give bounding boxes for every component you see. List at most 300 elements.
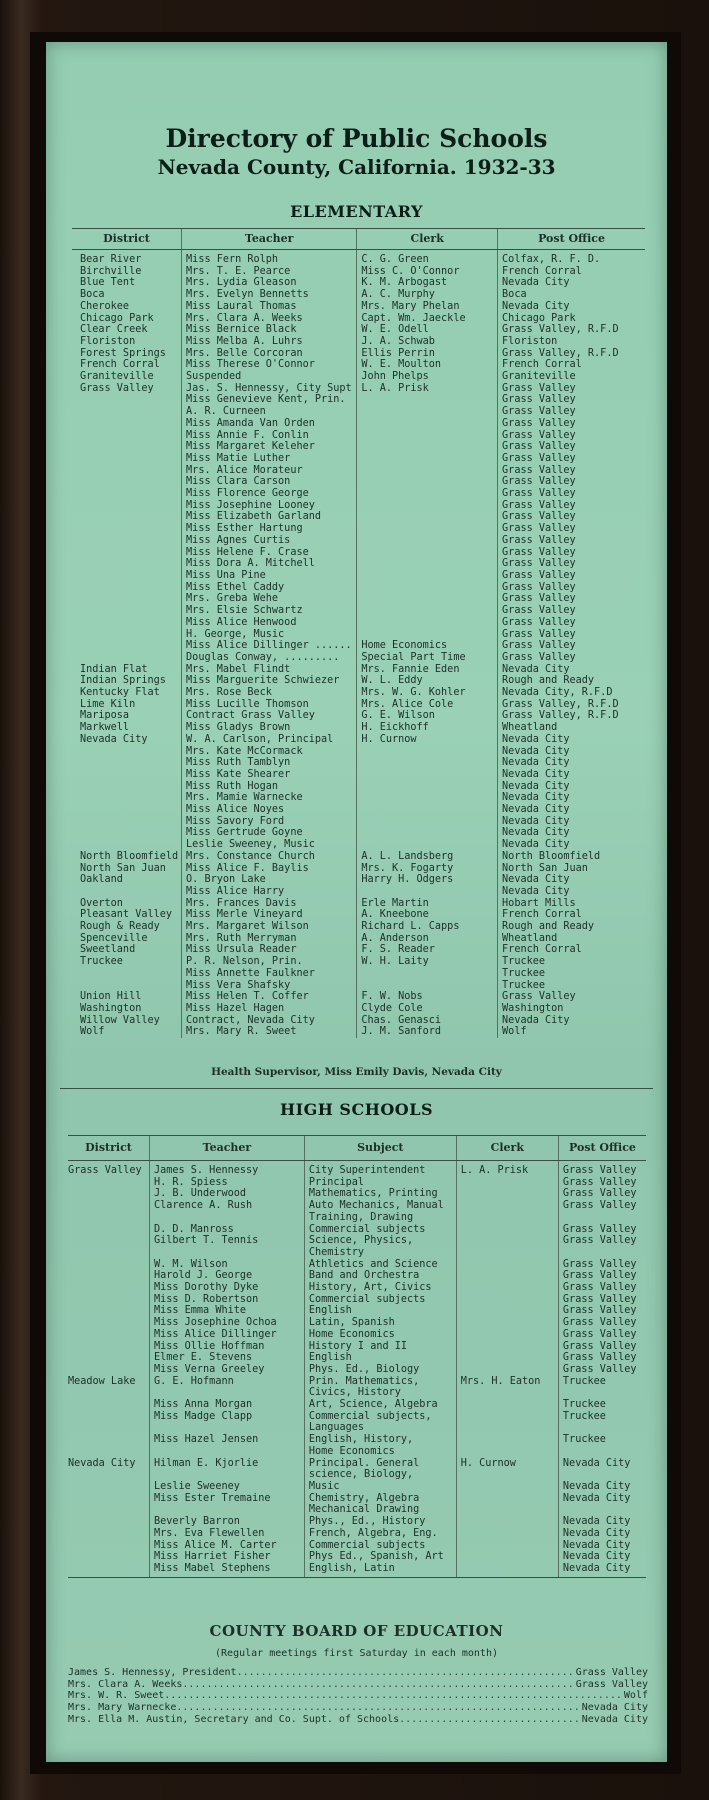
teacher-cell: Mrs. Lydia Gleason (182, 277, 357, 289)
column-header: Post Office (558, 1136, 646, 1161)
post-office-cell: Grass Valley (498, 617, 645, 629)
table-row (72, 476, 645, 488)
table-row (72, 301, 645, 313)
post-office-cell: Nevada City (558, 1481, 646, 1493)
table-row (68, 1504, 646, 1516)
post-office-cell: Grass Valley (558, 1282, 646, 1294)
clerk-cell: A. L. Landsberg (357, 851, 498, 863)
board-member-place: Nevada City (581, 1702, 648, 1714)
clerk-cell (357, 886, 498, 898)
teacher-cell: Mrs. Ruth Merryman (182, 933, 357, 945)
district-cell: Union Hill (80, 991, 142, 1003)
district-cell (72, 558, 182, 570)
table-row (72, 535, 645, 547)
teacher-cell: Miss Josephine Looney (182, 500, 357, 512)
teacher-cell: Miss Mabel Stephens (149, 1563, 304, 1577)
teacher-cell: Miss Matie Luther (182, 453, 357, 465)
teacher-cell: Miss Alice Harry (182, 886, 357, 898)
clerk-cell (357, 816, 498, 828)
teacher-cell: Miss Gladys Brown (182, 722, 357, 734)
teacher-cell: Gilbert T. Tennis (149, 1235, 304, 1247)
teacher-cell: Miss Alice Dillinger (149, 1329, 304, 1341)
table-row (72, 266, 645, 278)
board-member-row (68, 1714, 648, 1726)
teacher-cell: Miss Anna Morgan (149, 1399, 304, 1411)
post-office-cell (558, 1247, 646, 1259)
teacher-cell: Mrs. Greba Wehe (182, 593, 357, 605)
teacher-cell: Leslie Sweeney, Music (182, 839, 357, 851)
table-row (72, 722, 645, 734)
teacher-cell: Miss Ruth Hogan (182, 781, 357, 793)
district-cell (68, 1224, 149, 1236)
post-office-cell: Grass Valley (558, 1235, 646, 1247)
table-row (72, 250, 645, 266)
dot-leader (176, 1702, 581, 1714)
district-cell (68, 1212, 149, 1224)
post-office-cell: North San Juan (498, 863, 645, 875)
table-row (72, 1003, 645, 1015)
district-cell (72, 593, 182, 605)
table-row (72, 418, 645, 430)
teacher-cell: Miss Emma White (149, 1305, 304, 1317)
subject-cell: English (304, 1305, 456, 1317)
district-cell (72, 629, 182, 641)
district-cell (68, 1294, 149, 1306)
table-row (72, 617, 645, 629)
post-office-cell (558, 1422, 646, 1434)
teacher-cell: James S. Hennessy (149, 1161, 304, 1177)
post-office-cell: North Bloomfield (498, 851, 645, 863)
table-row (68, 1224, 646, 1236)
table-row (72, 757, 645, 769)
county-board-list (68, 1667, 648, 1726)
district-cell: Pleasant Valley (80, 909, 173, 921)
table-row (72, 921, 645, 933)
teacher-cell: Mrs. T. E. Pearce (182, 266, 357, 278)
table-row (68, 1551, 646, 1563)
district-cell (68, 1235, 149, 1247)
district-cell (68, 1551, 149, 1563)
page-subtitle: Nevada County, California. 1932-33 (157, 155, 556, 179)
post-office-cell: Grass Valley (498, 406, 645, 418)
table-row (68, 1161, 646, 1177)
district-cell: Forest Springs (80, 347, 166, 359)
clerk-cell (456, 1411, 558, 1423)
district-cell: Wolf (80, 1026, 105, 1038)
teacher-cell: Mrs. Mamie Warnecke (182, 792, 357, 804)
subject-cell: Languages (304, 1422, 456, 1434)
teacher-cell: Contract Grass Valley (182, 710, 357, 722)
subject-cell: English (304, 1352, 456, 1364)
teacher-cell: Miss Marguerite Schwiezer (182, 675, 357, 687)
post-office-cell: Grass Valley (558, 1352, 646, 1364)
clerk-cell (357, 792, 498, 804)
clerk-cell: Ellis Perrin (357, 348, 498, 360)
district-cell (72, 781, 182, 793)
post-office-cell: Nevada City (498, 792, 645, 804)
teacher-cell: Miss Ursula Reader (182, 944, 357, 956)
district-cell (72, 640, 182, 652)
post-office-cell: Nevada City (498, 277, 645, 289)
teacher-cell (149, 1212, 304, 1224)
clerk-cell (357, 523, 498, 535)
post-office-cell: Nevada City (558, 1528, 646, 1540)
table-row (72, 547, 645, 559)
clerk-cell (357, 968, 498, 980)
table-row (72, 289, 645, 301)
table-row (72, 394, 645, 406)
clerk-cell (456, 1434, 558, 1446)
subject-cell: Chemistry, Algebra (304, 1493, 456, 1505)
district-cell (72, 500, 182, 512)
post-office-cell: Truckee (558, 1376, 646, 1388)
subject-cell: Phys. Ed., Biology (304, 1364, 456, 1376)
subject-cell: Principal (304, 1177, 456, 1189)
district-cell (72, 652, 182, 664)
clerk-cell: K. M. Arbogast (357, 277, 498, 289)
table-row (72, 629, 645, 641)
subject-cell: Training, Drawing (304, 1212, 456, 1224)
post-office-cell: Nevada City (498, 757, 645, 769)
high-header-row (68, 1136, 646, 1161)
district-cell: Nevada City (80, 733, 148, 745)
clerk-cell: H. Curnow (456, 1458, 558, 1470)
teacher-cell: Elmer E. Stevens (149, 1352, 304, 1364)
district-cell (72, 839, 182, 851)
board-member-place: Nevada City (581, 1713, 648, 1725)
post-office-cell: Grass Valley (498, 570, 645, 582)
post-office-cell: Nevada City (558, 1563, 646, 1577)
subject-cell: City Superintendent (304, 1161, 456, 1177)
teacher-cell: Mrs. Margaret Wilson (182, 921, 357, 933)
post-office-cell: Grass Valley, R.F.D (498, 324, 645, 336)
clerk-cell (357, 547, 498, 559)
clerk-cell: Miss C. O'Connor (357, 266, 498, 278)
subject-cell: Mathematics, Printing (304, 1188, 456, 1200)
clerk-cell (357, 441, 498, 453)
teacher-cell: Miss D. Robertson (149, 1294, 304, 1306)
teacher-cell: Mrs. Mabel Flindt (182, 664, 357, 676)
table-row (68, 1188, 646, 1200)
table-row (72, 523, 645, 535)
table-row (68, 1177, 646, 1189)
district-cell (72, 453, 182, 465)
table-row (72, 453, 645, 465)
teacher-cell: Miss Alice Henwood (182, 617, 357, 629)
clerk-cell: Erle Martin (357, 898, 498, 910)
table-row (72, 863, 645, 875)
post-office-cell: Grass Valley, R.F.D (498, 348, 645, 360)
clerk-cell (456, 1341, 558, 1353)
teacher-cell: Miss Elizabeth Garland (182, 511, 357, 523)
clerk-cell: Clyde Cole (357, 1003, 498, 1015)
district-cell: North San Juan (80, 862, 166, 874)
clerk-cell: W. E. Moulton (357, 359, 498, 371)
clerk-cell (456, 1224, 558, 1236)
district-cell (72, 757, 182, 769)
table-row (72, 593, 645, 605)
clerk-cell (456, 1235, 558, 1247)
post-office-cell: Nevada City (558, 1493, 646, 1505)
teacher-cell: G. E. Hofmann (149, 1376, 304, 1388)
teacher-cell: Miss Gertrude Goyne (182, 827, 357, 839)
district-cell: Oakland (80, 874, 123, 886)
post-office-cell: Nevada City (558, 1540, 646, 1552)
post-office-cell: Grass Valley (558, 1177, 646, 1189)
dot-leader (182, 1679, 575, 1691)
clerk-cell (456, 1259, 558, 1271)
table-row (72, 710, 645, 722)
table-row (72, 827, 645, 839)
teacher-cell: W. M. Wilson (149, 1259, 304, 1271)
subject-cell: Prin. Mathematics, (304, 1376, 456, 1388)
teacher-cell: Miss Annie F. Conlin (182, 430, 357, 442)
table-row (72, 359, 645, 371)
teacher-cell: Miss Clara Carson (182, 476, 357, 488)
teacher-cell: Miss Helen T. Coffer (182, 991, 357, 1003)
district-cell: Rough & Ready (80, 921, 160, 933)
table-row (72, 441, 645, 453)
post-office-cell: Nevada City (498, 874, 645, 886)
divider (60, 1088, 653, 1089)
post-office-cell (558, 1446, 646, 1458)
clerk-cell: Mrs. W. G. Kohler (357, 687, 498, 699)
district-cell: Washington (80, 1003, 142, 1014)
table-row (72, 1015, 645, 1027)
post-office-cell: Grass Valley (498, 991, 645, 1003)
table-row (72, 605, 645, 617)
clerk-cell (456, 1282, 558, 1294)
table-row (72, 570, 645, 582)
teacher-cell: Mrs. Mary R. Sweet (182, 1026, 357, 1038)
district-cell (72, 488, 182, 500)
district-cell (72, 816, 182, 828)
table-row (72, 792, 645, 804)
post-office-cell: Nevada City (498, 839, 645, 851)
teacher-cell: Miss Savory Ford (182, 816, 357, 828)
post-office-cell: Nevada City (498, 781, 645, 793)
clerk-cell (357, 629, 498, 641)
clerk-cell: W. H. Laity (357, 956, 498, 968)
district-cell: Grass Valley (68, 1165, 142, 1176)
teacher-cell (149, 1387, 304, 1399)
table-row (72, 699, 645, 711)
district-cell: North Bloomfield (80, 850, 179, 862)
post-office-cell: Grass Valley (558, 1259, 646, 1271)
column-header: District (68, 1136, 149, 1161)
clerk-cell (357, 488, 498, 500)
clerk-cell: H. Eickhoff (357, 722, 498, 734)
post-office-cell: Nevada City (558, 1551, 646, 1563)
post-office-cell: French Corral (498, 266, 645, 278)
teacher-cell (149, 1247, 304, 1259)
table-row (68, 1352, 646, 1364)
district-cell: Chicago Park (80, 312, 154, 324)
clerk-cell (357, 593, 498, 605)
teacher-cell: Mrs. Rose Beck (182, 687, 357, 699)
teacher-cell: W. A. Carlson, Principal (182, 734, 357, 746)
clerk-cell: C. G. Green (357, 250, 498, 266)
district-cell (72, 406, 182, 418)
post-office-cell (558, 1387, 646, 1399)
teacher-cell: Miss Kate Shearer (182, 769, 357, 781)
clerk-cell (456, 1200, 558, 1212)
district-cell (72, 535, 182, 547)
clerk-cell (456, 1305, 558, 1317)
subject-cell: English, History, (304, 1434, 456, 1446)
table-row (72, 886, 645, 898)
post-office-cell: Nevada City (558, 1458, 646, 1470)
table-row (72, 511, 645, 523)
post-office-cell: Nevada City (498, 734, 645, 746)
clerk-cell (456, 1516, 558, 1528)
teacher-cell (149, 1469, 304, 1481)
post-office-cell: Truckee (498, 956, 645, 968)
teacher-cell: Mrs. Constance Church (182, 851, 357, 863)
table-row (72, 687, 645, 699)
post-office-cell: Truckee (558, 1434, 646, 1446)
post-office-cell: Grass Valley (498, 558, 645, 570)
post-office-cell: Truckee (558, 1411, 646, 1423)
district-cell (72, 804, 182, 816)
district-cell (72, 476, 182, 488)
teacher-cell: Mrs. Clara A. Weeks (182, 313, 357, 325)
clerk-cell: F. W. Nobs (357, 991, 498, 1003)
subject-cell: Chemistry (304, 1247, 456, 1259)
clerk-cell: F. S. Reader (357, 944, 498, 956)
board-member-place: Wolf (623, 1690, 648, 1702)
post-office-cell: Rough and Ready (498, 675, 645, 687)
table-row (72, 336, 645, 348)
subject-cell: Band and Orchestra (304, 1270, 456, 1282)
teacher-cell: Miss Hazel Jensen (149, 1434, 304, 1446)
table-row (68, 1469, 646, 1481)
teacher-cell: Harold J. George (149, 1270, 304, 1282)
clerk-cell: Capt. Wm. Jaeckle (357, 313, 498, 325)
table-row (72, 839, 645, 851)
post-office-cell: Grass Valley (498, 652, 645, 664)
table-row (72, 652, 645, 664)
clerk-cell: Richard L. Capps (357, 921, 498, 933)
district-cell: Lime Kiln (80, 698, 136, 710)
district-cell (72, 418, 182, 430)
clerk-cell: Chas. Genasci (357, 1015, 498, 1027)
district-cell (72, 968, 182, 980)
subject-cell: Home Economics (304, 1329, 456, 1341)
district-cell: Kentucky Flat (80, 687, 160, 699)
table-row (72, 898, 645, 910)
teacher-cell: Miss Dorothy Dyke (149, 1282, 304, 1294)
table-row (72, 582, 645, 594)
post-office-cell: Grass Valley (498, 629, 645, 641)
teacher-cell: Miss Esther Hartung (182, 523, 357, 535)
teacher-cell: Hilman E. Kjorlie (149, 1458, 304, 1470)
board-member-place: Grass Valley (575, 1678, 648, 1690)
district-cell (72, 792, 182, 804)
post-office-cell: Nevada City (498, 886, 645, 898)
post-office-cell: Grass Valley (558, 1305, 646, 1317)
board-member-name: Mrs. Ella M. Austin, Secretary and Co. Supt. of Schools (68, 1713, 400, 1725)
table-row (72, 968, 645, 980)
teacher-cell: Beverly Barron (149, 1516, 304, 1528)
post-office-cell: Grass Valley (558, 1317, 646, 1329)
table-row (72, 313, 645, 325)
clerk-cell (357, 430, 498, 442)
clerk-cell (456, 1352, 558, 1364)
teacher-cell: Jas. S. Hennessy, City Supt (182, 383, 357, 395)
table-row (68, 1528, 646, 1540)
teacher-cell: Miss Lucille Thomson (182, 699, 357, 711)
table-row (72, 640, 645, 652)
table-row (68, 1200, 646, 1212)
clerk-cell: A. Anderson (357, 933, 498, 945)
board-member-row (68, 1679, 648, 1691)
teacher-cell: Miss Dora A. Mitchell (182, 558, 357, 570)
board-member-place: Grass Valley (575, 1667, 648, 1678)
table-row (72, 734, 645, 746)
district-cell: French Corral (80, 359, 160, 371)
table-row (72, 746, 645, 758)
teacher-cell: Miss Margaret Keleher (182, 441, 357, 453)
post-office-cell: Grass Valley (498, 547, 645, 559)
elementary-body (72, 250, 645, 1039)
post-office-cell: Grass Valley (558, 1341, 646, 1353)
table-row (72, 781, 645, 793)
column-header: Clerk (357, 229, 498, 250)
subject-cell: Phys., Ed., History (304, 1516, 456, 1528)
post-office-cell: Graniteville (498, 371, 645, 383)
clerk-cell: W. L. Eddy (357, 675, 498, 687)
district-cell: Markwell (80, 722, 130, 734)
post-office-cell: Floriston (498, 336, 645, 348)
post-office-cell: Grass Valley (498, 605, 645, 617)
table-row (68, 1212, 646, 1224)
post-office-cell: Grass Valley (498, 476, 645, 488)
district-cell (68, 1516, 149, 1528)
district-cell (68, 1247, 149, 1259)
district-cell (68, 1177, 149, 1189)
table-row (72, 980, 645, 992)
district-cell (72, 430, 182, 442)
subject-cell: Latin, Spanish (304, 1317, 456, 1329)
post-office-cell: French Corral (498, 944, 645, 956)
table-row (68, 1282, 646, 1294)
high-schools-heading: HIGH SCHOOLS (279, 1100, 434, 1119)
clerk-cell (357, 757, 498, 769)
district-cell (68, 1422, 149, 1434)
clerk-cell (456, 1329, 558, 1341)
clerk-cell: L. A. Prisk (357, 383, 498, 395)
table-row (72, 371, 645, 383)
district-cell: Grass Valley (80, 382, 154, 394)
subject-cell: Auto Mechanics, Manual (304, 1200, 456, 1212)
table-row (68, 1458, 646, 1470)
table-row (68, 1341, 646, 1353)
clerk-cell (357, 465, 498, 477)
teacher-cell: A. R. Curneen (182, 406, 357, 418)
teacher-cell (149, 1446, 304, 1458)
teacher-cell: O. Bryon Lake (182, 874, 357, 886)
teacher-cell: Miss Bernice Black (182, 324, 357, 336)
table-row (72, 991, 645, 1003)
post-office-cell: Grass Valley, R.F.D (498, 699, 645, 711)
subject-cell: History I and II (304, 1341, 456, 1353)
board-member-name: Mrs. Mary Warnecke (68, 1702, 177, 1714)
post-office-cell: Grass Valley, R.F.D (498, 710, 645, 722)
table-row (72, 956, 645, 968)
table-row (72, 348, 645, 360)
district-cell (68, 1469, 149, 1481)
